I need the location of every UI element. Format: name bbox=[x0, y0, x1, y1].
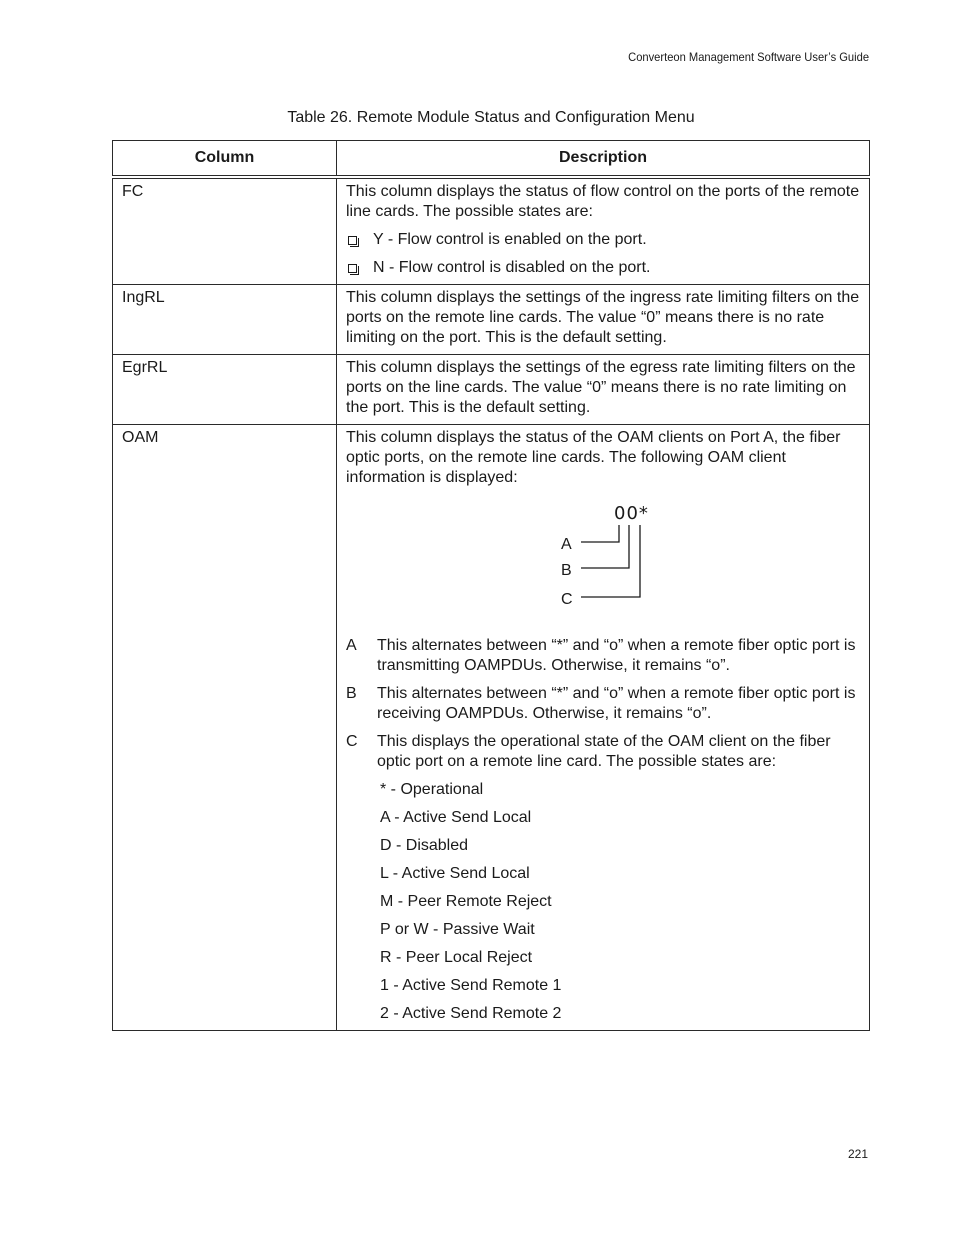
definition-text: This displays the operational state of the OAM client on the fiber optic port on a remote line card. The possible states are: bbox=[377, 732, 831, 770]
bullet-item bbox=[346, 230, 860, 250]
desc-fc-text: This column displays the status of flow control on the ports of the remote line cards. The possible states are: bbox=[346, 182, 860, 220]
diagram-label-c: C bbox=[561, 590, 573, 608]
diagram-label-b: B bbox=[561, 561, 572, 579]
desc-egrrl: This column displays the settings of the egress rate limiting filters on the ports on the line cards. The value “0” means there is no rate limiting on the port. This is the default setting. bbox=[337, 354, 870, 424]
definition-text: This alternates between “*” and “o” when a remote fiber optic port is transmitting OAMPDUs. Otherwise, it remains “o”. bbox=[377, 636, 856, 674]
term-fc: FC bbox=[113, 177, 337, 285]
oam-status-diagram bbox=[346, 494, 860, 628]
description-header: Description bbox=[337, 141, 870, 177]
term-egrrl: EgrRL bbox=[113, 354, 337, 424]
bullet-text: N - Flow control is disabled on the port. bbox=[373, 258, 651, 276]
table-row-fc bbox=[113, 177, 870, 285]
remote-module-table bbox=[112, 140, 870, 1031]
table-row-egrrl bbox=[113, 354, 870, 424]
definition-letter: A bbox=[346, 636, 357, 654]
list-item: D - Disabled bbox=[380, 836, 469, 854]
desc-fc bbox=[337, 177, 870, 285]
running-header: Converteon Management Software User’s Guide bbox=[628, 50, 869, 64]
list-item: 2 - Active Send Remote 2 bbox=[380, 1004, 562, 1022]
checkbox-bullet-icon bbox=[348, 236, 357, 245]
list-item: A - Active Send Local bbox=[380, 808, 532, 826]
definition-letter: B bbox=[346, 684, 357, 702]
diagram-connector-lines bbox=[346, 494, 746, 628]
table-row-oam bbox=[113, 424, 870, 1030]
oam-states-list bbox=[346, 780, 860, 1024]
definition-letter: C bbox=[346, 732, 358, 750]
column-header: Column bbox=[113, 141, 337, 177]
definition-item-c bbox=[346, 732, 860, 772]
list-item: L - Active Send Local bbox=[380, 864, 530, 882]
bullet-item bbox=[346, 258, 860, 278]
definition-item-a bbox=[346, 636, 860, 676]
oam-code: 00* bbox=[614, 502, 649, 524]
table-header-row bbox=[113, 141, 870, 177]
desc-oam-text: This column displays the status of the OAM clients on Port A, the fiber optic ports, on the remote line cards. The following OAM client information is displayed: bbox=[346, 428, 841, 486]
diagram-label-a: A bbox=[561, 535, 572, 553]
definition-text: This alternates between “*” and “o” when a remote fiber optic port is receiving OAMPDUs. Otherwise, it remains “o”. bbox=[377, 684, 856, 722]
page-number: 221 bbox=[847, 1147, 868, 1161]
table-row-ingrl bbox=[113, 284, 870, 354]
list-item: R - Peer Local Reject bbox=[380, 948, 533, 966]
term-ingrl: IngRL bbox=[113, 284, 337, 354]
list-item: P or W - Passive Wait bbox=[380, 920, 535, 938]
definition-item-b bbox=[346, 684, 860, 724]
bullet-text: Y - Flow control is enabled on the port. bbox=[373, 230, 647, 248]
desc-ingrl: This column displays the settings of the ingress rate limiting filters on the ports on the remote line cards. The value “0” means there is no rate limiting on the port. This is the default setting. bbox=[337, 284, 870, 354]
term-oam: OAM bbox=[113, 424, 337, 1030]
list-item: 1 - Active Send Remote 1 bbox=[380, 976, 562, 994]
list-item: * - Operational bbox=[380, 780, 484, 798]
desc-oam bbox=[337, 424, 870, 1030]
table-caption: Table 26. Remote Module Status and Configuration Menu bbox=[287, 109, 695, 126]
checkbox-bullet-icon bbox=[348, 264, 357, 273]
list-item: M - Peer Remote Reject bbox=[380, 892, 552, 910]
